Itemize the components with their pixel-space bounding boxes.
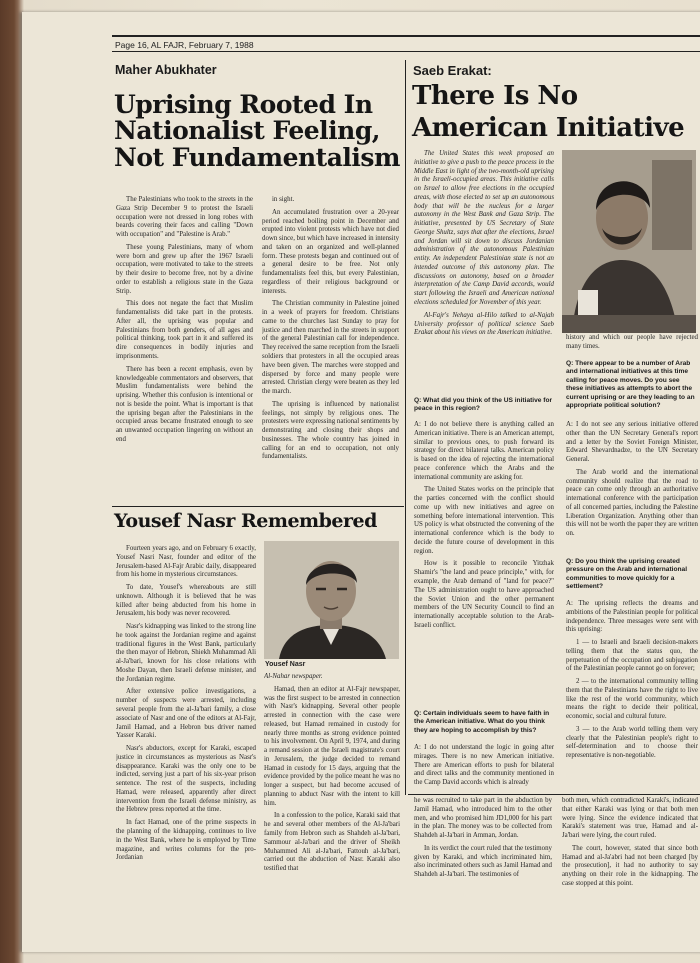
article1-title-line: Not Fundamentalism (114, 142, 400, 172)
article3-title-line: There Is No (412, 81, 578, 111)
question-1: Q: What did you think of the US initiative for peace in this region? (414, 397, 553, 413)
article3-right-continuation (566, 334, 698, 358)
article2-column-1 (116, 545, 256, 950)
paragraph: In its verdict the court ruled that the testimony given by Karaki, and which incriminated him, also incriminated others such as Jamil Hamad and Shahdeh al-Ja'bari. The testimonies of (414, 844, 552, 879)
paragraph: both men, which contradicted Karaki's, indicated that either Karaki was lying or that both men were lying. Since the evidence indicated that Karaki's statement was true, Hamad and al-Ja'bari were lying, the court ruled. (562, 797, 698, 840)
photo-caption: Yousef Nasr (265, 661, 306, 668)
paragraph: A: I do not believe there is anything called an American initiative. There is an American attempt, similar to previous ones, to push forward its strategy for direct bilateral talks. American policy is based on the idea of rejecting the international peace conference which the Arabs and the international community are asking for. (414, 421, 554, 481)
answer-2 (414, 744, 554, 792)
paragraph: There has been a recent emphasis, even by knowledgeable commentators and observers, that Muslim fundamentalists were behind the uprising. Whether this confusion is intentional or not is beside the point. What is important is that the uprising began after the Palestinians in the occupied areas became frustrated enough to see an unwanted occupation lingering on without an end (116, 365, 253, 443)
paragraph: Al-Nahar newspaper. (264, 673, 323, 680)
paragraph: The United States works on the principle that the parties concerned with the conflict should come up with new initiatives and agree on something before international intervention. This US policy is what obstructed the convening of the international conference which is the body to decide the future course of development in this region. (414, 486, 554, 555)
paragraph: The Palestinians who took to the streets in the Gaza Strip December 9 to protest the Israeli occupation were not dressed in long robes with beards covering their faces and calling "Down with occupation" and "Palestine is Arab." (116, 196, 253, 239)
article1-title (114, 92, 404, 171)
paragraph: A: I do not see any serious initiative offered other than the UN Secretary General's report and a letter by the Soviet Foreign Minister, Edward Shevardnadze, to the UN Secretary General. (566, 421, 698, 464)
paragraph: In a confession to the police, Karaki said that he and several other members of the Al-Ja'bari family from Hebron such as Shahdeh al-Ja'bari, Sammour al-Ja'bari and the driver of Sheikh Muhammed Ali al-Ja'bari, Fattouh al-Ja'bari, carried out the abduction of Nasr. Karaki also testified that (264, 812, 400, 873)
portrait-illustration (562, 150, 696, 333)
paragraph: A: I do not understand the logic in going after mirages. There is no new American initiative. There are American efforts to push for bilateral and direct talks and the community mentioned in the Camp David accords which is already (414, 744, 554, 787)
article3-title-line: American Initiative (412, 112, 685, 143)
section-rule (112, 506, 404, 507)
paragraph: These young Palestinians, many of whom were born and grew up after the 1967 Israeli occupation, were motivated to take to the streets by their desire to become free, not by a divine order to establish a religious state in the Gaza Strip. (116, 243, 253, 295)
article1-title-line: Nationalist Feeling, (114, 116, 381, 146)
article3-byline: Saeb Erakat: (413, 63, 492, 78)
paragraph: An accumulated frustration over a 20-year period reached boiling point in December and erupted into violent protests which have not died down since, but which have increased in intensity and taken on an organized and well-planned form. These protests began and continued out of a general desire to be free. Not only fundamentalists feel this, but every Palestinian, regardless of their religious background or interests. (262, 208, 399, 295)
answer-1 (414, 421, 554, 702)
paragraph: The Arab world and the international community should realize that the road to peace can come only through an authoritative international conference with the participation of all concerned parties, including the Palestine Liberation Organization. Anything other than this will not be worth the paper they are written on. (566, 468, 698, 538)
paragraph: How is it possible to reconcile Yitzhak Shamir's "the land and peace principle," with, for example, the Arab demand of "land for peace?" The US administration ought to have approached the Soviet Union and the other permanent members of the UN Security Council to find an internationally acceptable solution to the Arab-Israeli conflict. (414, 560, 554, 629)
article1-column-1 (116, 196, 253, 501)
paragraph: The Christian community in Palestine joined in a week of prayers for freedom. Christians came to the churches last Sunday to pray for justice and then marched in the streets in support of the general Palestinian call for independence. They received the same reception from the Israeli soldiers that protesters in all the occupied areas have been given. The marches were stopped and dispersed by force and many people were arrested. Christian clergy were beaten as they led the march. (262, 300, 399, 396)
paragraph: Nasr's abductors, except for Karaki, escaped justice in circumstances as mysterious as Nasr's disappearance. Karaki was the only one to be indicted, serving just a part of his six-year prison sentence. The rest of the suspects, including Hamad, were released, apparently after direct intervention from the Israeli defense ministry, as the Hebrew press reported at the time. (116, 745, 256, 814)
top-rule (112, 35, 700, 37)
article2-column-4 (562, 797, 698, 947)
article3-intro (414, 150, 554, 393)
answer-4 (566, 600, 698, 792)
paragraph: A: The uprising reflects the dreams and ambitions of the Palestinian people for political independence. Three messages were sent with this uprising: (566, 600, 698, 634)
paragraph: in sight. (272, 196, 295, 203)
article2-column-3 (414, 797, 552, 947)
question-3: Q: There appear to be a number of Arab and international initiatives at this time calling for peace moves. Do you see these initiatives as attempts to abort the current uprising or are they leading to an appropriate political solution? (566, 360, 695, 410)
portrait-illustration (264, 541, 399, 659)
page-header: Page 16, AL FAJR, February 7, 1988 (115, 40, 254, 50)
paragraph: Hamad, then an editor at Al-Fajr newspaper, was the first suspect to be arrested in connection with Nasr's kidnapping. Several other people arrested in connection with the case were released, but Hamad remained in custody for nearly three months as strong evidence pointed to his involvement. On April 9, 1974, and during a remand session at the Israeli magistrate's court in Jerusalem, the judge decided to remand Hamad in custody for 15 days, arguing that the evidence provided by the police meant he was no longer a suspect, but had become accused of planning to abduct Nasr with the intent to kill him. (264, 685, 400, 807)
header-rule (112, 51, 700, 52)
paragraph: Fourteen years ago, and on February 6 exactly, Yousef Nasri Nasr, founder and editor of the Jerusalem-based Al-Fajr Arabic daily, disappeared from his home in mysterious circumstances. (116, 545, 256, 579)
paragraph: To date, Yousef's whereabouts are still unknown. Although it is believed that he was killed after being abducted from his home in Jerusalem, his body was never recovered. (116, 584, 256, 618)
paragraph: Nasr's kidnapping was linked to the strong line he took against the Jordanian regime and against traditional figures in the West Bank, particularly the then mayor of Hebron, Shiekh Muhammad Ali al-Ja'bari, known for his close relations with Moshe Dayan, then Israeli defense minister, and the Jordanian regime. (116, 623, 256, 683)
article1-title-line: Uprising Rooted In (114, 90, 373, 119)
paragraph: After extensive police investigations, a number of suspects were arrested, including several people from the al-Ja'bari family, a close associate of Nasr and one of the editors at Al-Fajr, Jamil Hamad, and a Hebron bus driver named Yasser Karaki. (116, 688, 256, 740)
paragraph: Al-Fajr's Nehaya al-Hilo talked to al-Najah University professor of political science Saeb Erakat about his views on the American initiative. (414, 311, 554, 337)
section-rule-right (408, 794, 700, 795)
article3-title (412, 81, 700, 144)
paragraph: This does not negate the fact that Muslim fundamentalists did take part in the protests. After all, the uprising was popular and Palestinians from both genders, of all ages and political thinking, took part in it and suffered its dire consequences in bodily injuries and imprisonments. (116, 300, 253, 361)
answer-3 (566, 421, 698, 553)
paragraph: 1 — to Israeli and Israeli decision-makers telling them that the status quo, the perpetuation of the occupation and subjugation of the Palestinian people cannot go on forever; (566, 639, 698, 673)
paragraph: The United States this week proposed an initiative to give a push to the peace process in the Middle East in light of the two-month-old uprising in the Israeli-occupied areas. This initiative calls on Israel to allow free elections in the occupied areas, with those elected to set up an autonomous body that will be the nucleus for a larger autonomy in the West Bank and Gaza Strip. The initiative, presented by US Secretary of State George Shultz, says that after the elections, Israel and Jordan will sit down to discuss Jordanian administration of the autonomous Palestinian entity. An independent Palestinian state is not an intended outcome of this autonomy plan. The discussions on autonomy, based on a broader interpretation of the Camp David accords, would start following the Israeli and American national elections scheduled for November of this year. (414, 150, 554, 307)
yousef-nasr-photo (264, 541, 399, 659)
paragraph: The court, however, stated that since both Hamad and al-Ja'abri had not been charged [by the prosecution], it had no authority to say anything on their role in the kidnapping. The case stopped at this point. (562, 844, 698, 887)
question-2: Q: Certain individuals seem to have faith in the American initiative. What do you think they are hoping to accomplish by this? (414, 710, 550, 734)
paragraph: history and which our people have rejected many times. (566, 334, 698, 350)
paragraph: 2 — to the international community telling them that the Palestinians have the right to live like the rest of the world community, which means the right to decide their political, economic, social and cultural future. (566, 678, 698, 721)
question-4: Q: Do you think the uprising created pressure on the Arab and international communities to move quickly for a settlement? (566, 558, 688, 591)
paragraph: 3 — to the Arab world telling them very clearly that the Palestinian people's right to self-determination and to choose their representative is non-negotiable. (566, 725, 698, 760)
column-divider (405, 60, 406, 795)
paragraph: In fact Hamad, one of the prime suspects in the planning of the kidnapping, continues to live in the West Bank, where he is employed by Time magazine, and writes columns for the pro-Jordanian (116, 819, 256, 862)
article1-byline: Maher Abukhater (115, 63, 217, 77)
article1-column-2 (262, 196, 399, 501)
saeb-erakat-photo (562, 150, 696, 333)
paragraph: he was recruited to take part in the abduction by Jamil Hamad, who introduced him to the other men, and who promised him JD1,000 for his part in the plan. The money was to be collected from Shahdeh al-Ja'bari in Amman, Jordan. (414, 797, 552, 840)
article2-title: Yousef Nasr Remembered (114, 510, 377, 532)
paragraph: The uprising is influenced by nationalist feelings, not simply by religious ones. The protesters were expressing national sentiments by demonstrating and closing their shops and businesses. The whole country has joined in calling for an end to occupation, not only fundamentalists. (262, 400, 399, 461)
article2-column-2 (264, 673, 400, 950)
